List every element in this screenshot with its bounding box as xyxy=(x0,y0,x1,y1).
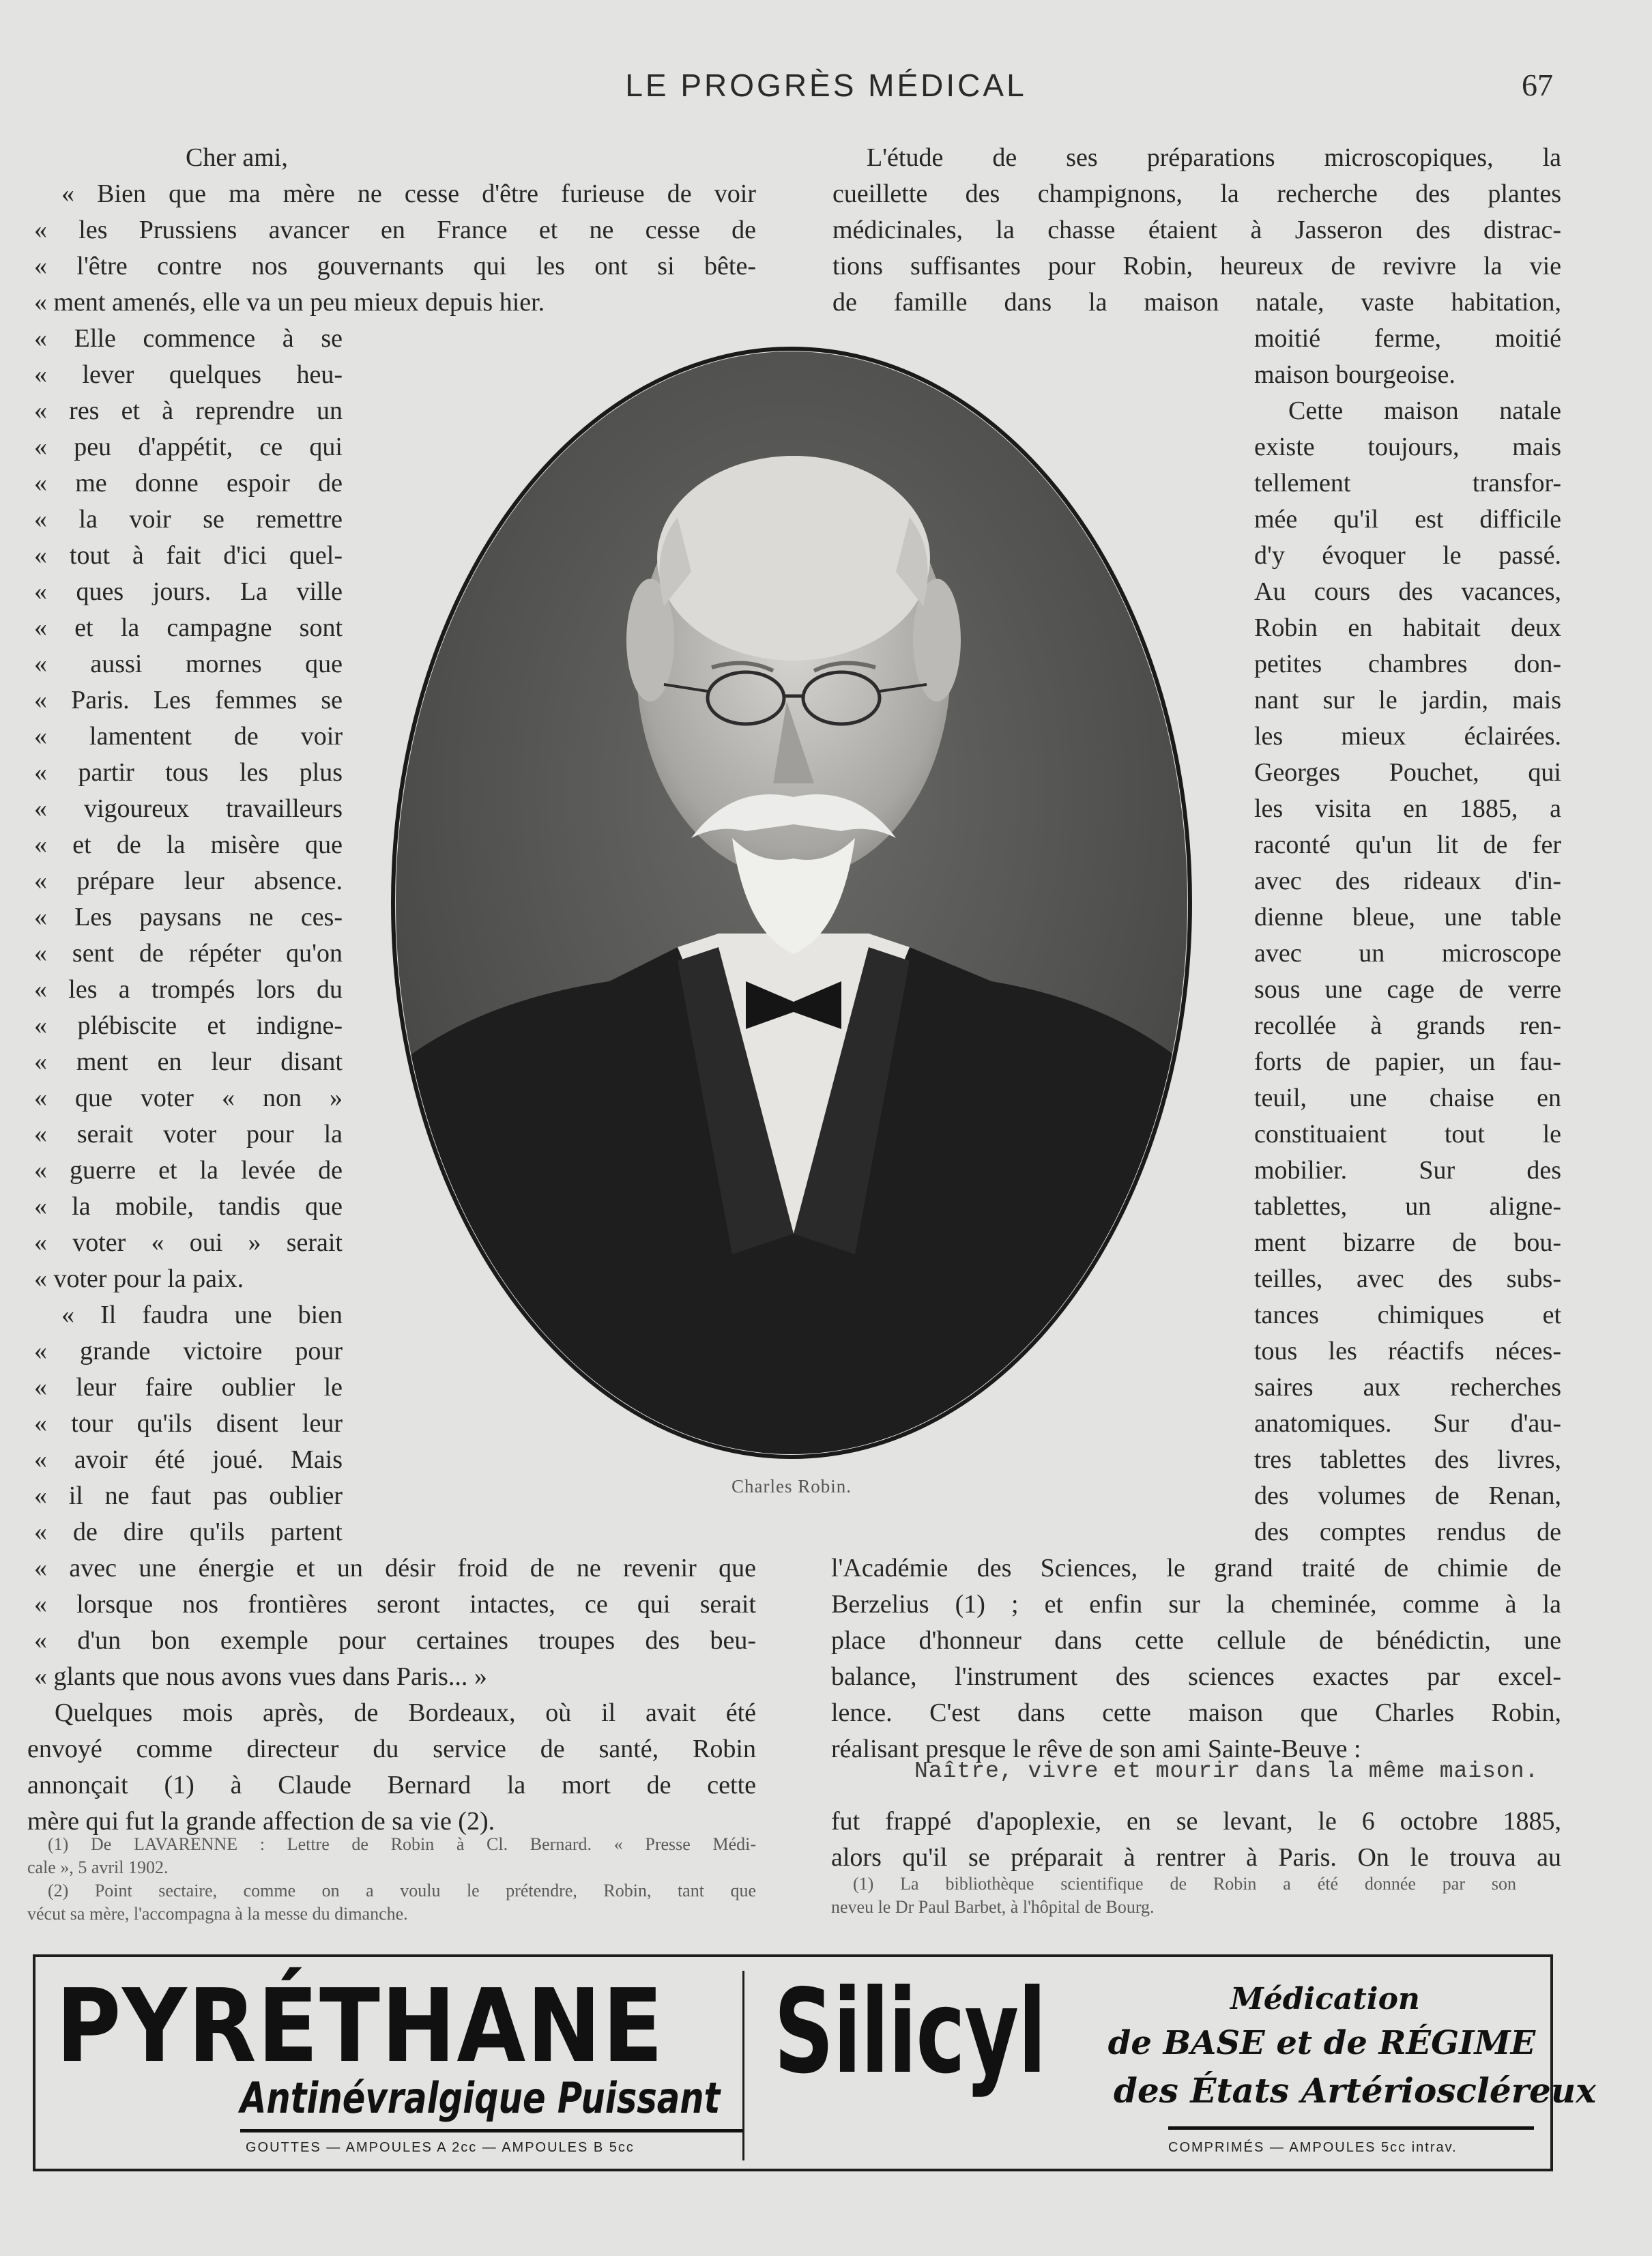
left-column-line: « et de la misère que xyxy=(34,830,343,859)
right-column-line: d'y évoquer le passé. xyxy=(1254,541,1561,570)
left-column-line: « tour qu'ils disent leur xyxy=(34,1409,343,1438)
left-column-line: « de dire qu'ils partent xyxy=(34,1518,343,1546)
right-column-line: tablettes, un aligne- xyxy=(1254,1192,1561,1221)
left-column-line: « Les paysans ne ces- xyxy=(34,903,343,931)
left-column-line: « partir tous les plus xyxy=(34,758,343,787)
right-column-line: lence. C'est dans cette maison que Charles Robin, xyxy=(831,1698,1561,1727)
silicyl-rule xyxy=(1168,2126,1534,2130)
journal-title: LE PROGRÈS MÉDICAL xyxy=(625,68,1027,103)
portrait-caption: Charles Robin. xyxy=(731,1476,852,1496)
portrait-photo xyxy=(391,347,1193,1459)
right-column-line: tances chimiques et xyxy=(1254,1301,1561,1329)
left-column-line: Quelques mois après, de Bordeaux, où il avait été xyxy=(55,1698,756,1727)
pyrethane-brand: PYRÉTHANE xyxy=(56,1967,665,2085)
left-column-line: « glants que nous avons vues dans Paris... » xyxy=(34,1662,487,1691)
right-column-line: tellement transfor- xyxy=(1254,469,1561,497)
left-column-line: « la mobile, tandis que xyxy=(34,1192,343,1221)
right-column-line: tions suffisantes pour Robin, heureux de revivre la vie xyxy=(832,252,1561,280)
left-column-line: « ques jours. La ville xyxy=(34,577,343,606)
silicyl-line-2: de BASE et de RÉGIME xyxy=(1107,2024,1536,2062)
right-column-line: Robin en habitait deux xyxy=(1254,613,1561,642)
advertisement-banner xyxy=(33,1954,1597,2171)
right-column-line: anatomiques. Sur d'au- xyxy=(1254,1409,1561,1438)
right-column-line: maison bourgeoise. xyxy=(1254,360,1455,389)
right-column-line: Georges Pouchet, qui xyxy=(1254,758,1561,787)
pyrethane-forms: GOUTTES — AMPOULES A 2cc — AMPOULES B 5cc xyxy=(246,2140,635,2155)
left-column-line: « avoir été joué. Mais xyxy=(34,1445,343,1474)
left-column-line: « ment amenés, elle va un peu mieux depuis hier. xyxy=(34,288,545,317)
sainte-beuve-quotation: Naître, vivre et mourir dans la même maison. xyxy=(914,1759,1539,1784)
right-column-line: Berzelius (1) ; et enfin sur la cheminée, comme à la xyxy=(831,1590,1561,1619)
right-column-line: réalisant presque le rêve de son ami Sainte-Beuve : xyxy=(831,1735,1361,1763)
left-column-line: « Elle commence à se xyxy=(34,324,343,353)
left-column-line: « tout à fait d'ici quel- xyxy=(34,541,343,570)
left-column-line: « la voir se remettre xyxy=(34,505,343,534)
right-column-line: tous les réactifs néces- xyxy=(1254,1337,1561,1365)
footnote-line: cale », 5 avril 1902. xyxy=(27,1857,169,1877)
left-column-line: « les Prussiens avancer en France et ne cesse de xyxy=(34,216,756,244)
right-column-line: tres tablettes des livres, xyxy=(1254,1445,1561,1474)
right-column-line: nant sur le jardin, mais xyxy=(1254,686,1561,714)
right-column-line: constituaient tout le xyxy=(1254,1120,1561,1148)
left-column-line: « voter « oui » serait xyxy=(34,1228,343,1257)
left-column-line: « plébiscite et indigne- xyxy=(34,1011,343,1040)
left-column-line: envoyé comme directeur du service de santé, Robin xyxy=(27,1735,756,1763)
right-column-line: l'Académie des Sciences, le grand traité de chimie de xyxy=(831,1554,1561,1582)
left-column-line: « Paris. Les femmes se xyxy=(34,686,343,714)
advertisement-divider xyxy=(742,1971,744,2160)
right-column-line: teuil, une chaise en xyxy=(1254,1084,1561,1112)
left-column-line: « Il faudra une bien xyxy=(61,1301,343,1329)
footnote-line: (1) De LAVARENNE : Lettre de Robin à Cl. Bernard. « Presse Médi- xyxy=(48,1834,756,1854)
left-column-line: « guerre et la levée de xyxy=(34,1156,343,1185)
right-column-line: forts de papier, un fau- xyxy=(1254,1047,1561,1076)
left-column-line: « et la campagne sont xyxy=(34,613,343,642)
right-column-line: recollée à grands ren- xyxy=(1254,1011,1561,1040)
left-column-line: « lever quelques heu- xyxy=(34,360,343,389)
footnote-line: vécut sa mère, l'accompagna à la messe du dimanche. xyxy=(27,1904,408,1924)
page-number: 67 xyxy=(1522,68,1553,102)
right-column-line: balance, l'instrument des sciences exactes par excel- xyxy=(831,1662,1561,1691)
right-column-line: moitié ferme, moitié xyxy=(1254,324,1561,353)
right-column-line: Au cours des vacances, xyxy=(1254,577,1561,606)
right-column-line: avec des rideaux d'in- xyxy=(1254,867,1561,895)
right-column-line: teilles, avec des subs- xyxy=(1254,1264,1561,1293)
right-column-line: L'étude de ses préparations microscopiques, la xyxy=(867,143,1561,172)
left-column-line: « Bien que ma mère ne cesse d'être furieuse de voir xyxy=(61,179,756,208)
pyrethane-rule xyxy=(240,2129,742,2132)
right-column-line: saires aux recherches xyxy=(1254,1373,1561,1402)
left-column-line: « voter pour la paix. xyxy=(34,1264,244,1293)
left-column-line: « sent de répéter qu'on xyxy=(34,939,343,968)
silicyl-brand: Silicyl xyxy=(774,1965,1046,2100)
left-column-line: « que voter « non » xyxy=(34,1084,343,1112)
left-column-line: « leur faire oublier le xyxy=(34,1373,343,1402)
right-column-line: place d'honneur dans cette cellule de bénédictin, une xyxy=(831,1626,1561,1655)
silicyl-line-3: des États Artérioscléreux xyxy=(1114,2070,1597,2111)
left-column-line: « lorsque nos frontières seront intactes, ce qui serait xyxy=(34,1590,756,1619)
left-column-line: annonçait (1) à Claude Bernard la mort de cette xyxy=(27,1771,756,1799)
footnote-line: (1) La bibliothèque scientifique de Robin a été donnée par son xyxy=(853,1874,1516,1894)
right-column-line: médicinales, la chasse étaient à Jasseron des distrac- xyxy=(832,216,1561,244)
left-column-line: « serait voter pour la xyxy=(34,1120,343,1148)
left-column-line: « avec une énergie et un désir froid de ne revenir que xyxy=(34,1554,756,1582)
left-column-line: « les a trompés lors du xyxy=(34,975,343,1004)
right-column-line: des comptes rendus de xyxy=(1254,1518,1561,1546)
right-column-line: fut frappé d'apoplexie, en se levant, le 6 octobre 1885, xyxy=(831,1807,1561,1836)
right-column-line: petites chambres don- xyxy=(1254,650,1561,678)
left-column-line: « vigoureux travailleurs xyxy=(34,794,343,823)
right-column-line: existe toujours, mais xyxy=(1254,433,1561,461)
right-column-line: de famille dans la maison natale, vaste habitation, xyxy=(832,288,1561,317)
left-column-line: « lamentent de voir xyxy=(34,722,343,751)
left-column-line: « me donne espoir de xyxy=(34,469,343,497)
left-column-line: mère qui fut la grande affection de sa vie (2). xyxy=(27,1807,495,1836)
right-column-line: raconté qu'un lit de fer xyxy=(1254,830,1561,859)
left-column-line: « d'un bon exemple pour certaines troupes des beu- xyxy=(34,1626,756,1655)
right-column-line: mobilier. Sur des xyxy=(1254,1156,1561,1185)
left-column-line: « aussi mornes que xyxy=(34,650,343,678)
left-column-line: « ment en leur disant xyxy=(34,1047,343,1076)
silicyl-forms: COMPRIMÉS — AMPOULES 5cc intrav. xyxy=(1168,2140,1458,2155)
silicyl-line-1: Médication xyxy=(1230,1982,1420,2016)
pyrethane-tagline: Antinévralgique Puissant xyxy=(240,2073,721,2123)
left-column-line: « il ne faut pas oublier xyxy=(34,1481,343,1510)
right-column-line: cueillette des champignons, la recherche des plantes xyxy=(832,179,1561,208)
left-column-line: Cher ami, xyxy=(186,143,288,172)
right-column-line: les mieux éclairées. xyxy=(1254,722,1561,751)
right-column-line: Cette maison natale xyxy=(1288,396,1561,425)
right-column-line: alors qu'il se préparait à rentrer à Paris. On le trouva au xyxy=(831,1843,1561,1872)
right-column-line: ment bizarre de bou- xyxy=(1254,1228,1561,1257)
right-column-line: les visita en 1885, a xyxy=(1254,794,1561,823)
left-column-line: « res et à reprendre un xyxy=(34,396,343,425)
left-column-line: « l'être contre nos gouvernants qui les ont si bête- xyxy=(34,252,756,280)
right-column-line: dienne bleue, une table xyxy=(1254,903,1561,931)
left-column-line: « prépare leur absence. xyxy=(34,867,343,895)
right-column-line: avec un microscope xyxy=(1254,939,1561,968)
footnote-line: (2) Point sectaire, comme on a voulu le prétendre, Robin, tant que xyxy=(48,1881,756,1900)
left-column-line: « peu d'appétit, ce qui xyxy=(34,433,343,461)
left-column-line: « grande victoire pour xyxy=(34,1337,343,1365)
right-column-line: sous une cage de verre xyxy=(1254,975,1561,1004)
right-column-line: mée qu'il est difficile xyxy=(1254,505,1561,534)
footnote-line: neveu le Dr Paul Barbet, à l'hôpital de Bourg. xyxy=(831,1897,1155,1917)
right-column-line: des volumes de Renan, xyxy=(1254,1481,1561,1510)
